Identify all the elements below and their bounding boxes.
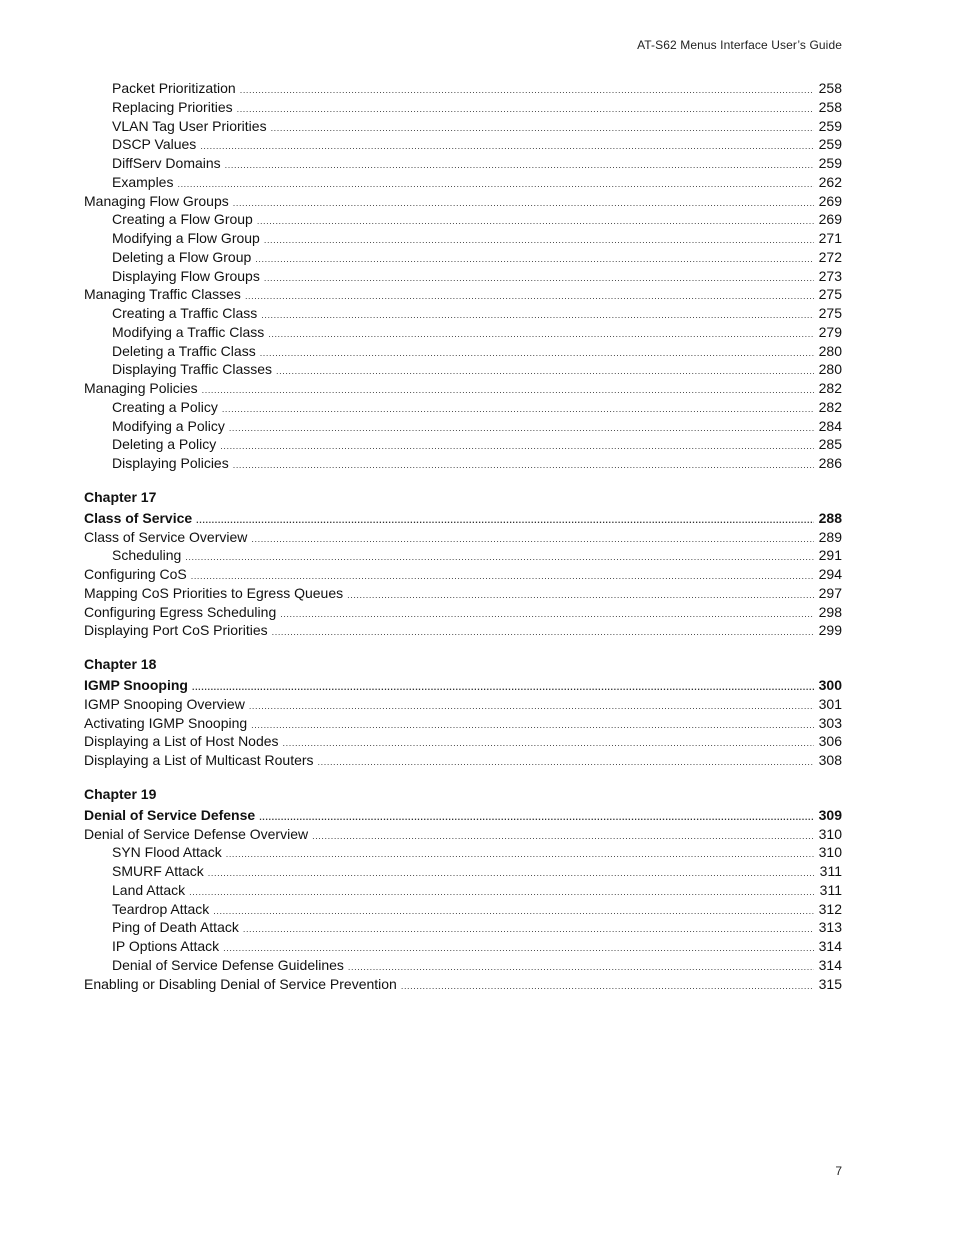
chapter-17-title-row[interactable] <box>84 509 842 528</box>
toc-entry-title: Managing Flow Groups <box>84 192 229 209</box>
page-number-footer: 7 <box>835 1164 842 1178</box>
toc-entry[interactable] <box>84 843 842 862</box>
dot-leader <box>259 808 814 827</box>
toc-entry-title: Packet Prioritization <box>112 80 236 96</box>
page-number: 298 <box>818 603 842 620</box>
toc-entry[interactable] <box>84 323 842 342</box>
chapter-18-label: Chapter 18 <box>84 656 157 672</box>
toc-entry-title: DSCP Values <box>112 136 197 153</box>
toc-entry-title: Replacing Priorities <box>112 98 233 115</box>
page-number: 272 <box>818 248 842 265</box>
toc-entry[interactable] <box>84 360 842 379</box>
toc-entry-title: VLAN Tag User Priorities <box>112 117 267 134</box>
dot-leader <box>222 400 814 419</box>
toc-entry-title: Displaying Traffic Classes <box>112 361 273 378</box>
toc-entry[interactable] <box>84 975 842 994</box>
toc-entry-title: IGMP Snooping Overview <box>84 695 245 712</box>
page-number: 259 <box>818 117 842 134</box>
page-number: 259 <box>818 155 842 171</box>
toc-entry[interactable] <box>84 621 842 640</box>
dot-leader <box>251 716 814 735</box>
dot-leader <box>264 269 814 288</box>
dot-leader <box>220 437 814 456</box>
toc-entry[interactable] <box>84 435 842 454</box>
dot-leader <box>237 100 814 119</box>
page-number: 291 <box>818 547 842 564</box>
page-number: 303 <box>818 714 842 731</box>
dot-leader <box>243 920 814 939</box>
dot-leader <box>200 137 814 156</box>
table-of-contents <box>84 79 842 993</box>
toc-entry-title: Creating a Policy <box>112 398 218 415</box>
chapter-17-label: Chapter 17 <box>84 488 157 505</box>
toc-entry-title: Land Attack <box>112 881 186 898</box>
page-number: 280 <box>818 342 842 359</box>
dot-leader <box>401 977 814 996</box>
toc-entry[interactable] <box>84 714 842 733</box>
dot-leader <box>249 697 814 716</box>
chapter-19-entries <box>84 825 842 994</box>
page-number: 315 <box>818 975 842 992</box>
page-number: 311 <box>819 881 842 898</box>
page-number: 289 <box>818 528 842 545</box>
dot-leader <box>255 250 814 269</box>
page-number: 311 <box>819 863 842 879</box>
toc-entry-title: Deleting a Policy <box>112 436 217 453</box>
chapter-19-title-row[interactable] <box>84 806 842 825</box>
page-number: 271 <box>818 230 842 246</box>
toc-entry-title: Deleting a Traffic Class <box>112 342 256 359</box>
toc-entry[interactable] <box>84 732 842 751</box>
toc-entry-title: SMURF Attack <box>112 863 204 879</box>
toc-entry-title: Displaying a List of Multicast Routers <box>84 752 314 768</box>
toc-entry-title: SYN Flood Attack <box>112 844 222 861</box>
page-number: 314 <box>818 938 842 954</box>
page-number: 308 <box>818 752 842 768</box>
toc-entry[interactable] <box>84 117 842 136</box>
toc-entry[interactable] <box>84 135 842 154</box>
dot-leader <box>213 902 814 921</box>
toc-entry[interactable] <box>84 398 842 417</box>
page-number: 288 <box>818 509 842 526</box>
toc-entry[interactable] <box>84 603 842 622</box>
page-number: 313 <box>818 919 842 936</box>
toc-entry[interactable] <box>84 584 842 603</box>
dot-leader <box>177 175 814 194</box>
page-number: 282 <box>818 398 842 415</box>
toc-entry[interactable] <box>84 454 842 473</box>
page-number: 269 <box>818 211 842 228</box>
page-number: 312 <box>818 900 842 917</box>
toc-entry-title: Mapping CoS Priorities to Egress Queues <box>84 584 344 601</box>
running-header: AT-S62 Menus Interface User’s Guide <box>637 38 842 52</box>
page-number: 297 <box>818 584 842 601</box>
page-number: 282 <box>818 380 842 396</box>
dot-leader <box>202 381 814 400</box>
page-number: 294 <box>818 566 842 582</box>
dot-leader <box>229 419 814 438</box>
toc-entry-title: Class of Service Overview <box>84 528 248 545</box>
toc-entry-title: Displaying Port CoS Priorities <box>84 622 268 639</box>
toc-entry[interactable] <box>84 379 842 398</box>
page-number: 309 <box>818 806 842 823</box>
toc-entry[interactable] <box>84 173 842 192</box>
toc-entry[interactable] <box>84 79 842 98</box>
chapter-title: IGMP Snooping <box>84 677 188 693</box>
toc-entry-title: Teardrop Attack <box>112 900 210 917</box>
toc-entry[interactable] <box>84 267 842 286</box>
dot-leader <box>283 734 814 753</box>
toc-entry-title: Modifying a Traffic Class <box>112 323 265 340</box>
toc-entry-title: IP Options Attack <box>112 938 220 954</box>
toc-entry[interactable] <box>84 881 842 900</box>
page-number: 300 <box>818 677 842 693</box>
toc-entry-title: Activating IGMP Snooping <box>84 714 248 731</box>
dot-leader <box>185 548 814 567</box>
page-number: 275 <box>818 286 842 303</box>
chapter-17-entries <box>84 528 842 641</box>
dot-leader <box>226 845 814 864</box>
toc-entry-title: Creating a Traffic Class <box>112 305 258 321</box>
toc-entry[interactable] <box>84 417 842 436</box>
toc-entry-title: Denial of Service Defense Guidelines <box>112 956 344 973</box>
toc-entry-title: Examples <box>112 173 174 190</box>
toc-entry[interactable] <box>84 937 842 956</box>
dot-leader <box>260 344 814 363</box>
page-number: 259 <box>818 136 842 153</box>
page-number: 310 <box>818 825 842 842</box>
dot-leader <box>189 883 814 902</box>
page-number: 286 <box>818 455 842 471</box>
toc-entry-title: Configuring Egress Scheduling <box>84 603 277 620</box>
toc-entry[interactable] <box>84 285 842 304</box>
dot-leader <box>261 306 814 325</box>
toc-entry-title: Deleting a Flow Group <box>112 248 252 265</box>
dot-leader <box>233 194 814 213</box>
dot-leader <box>208 864 814 883</box>
toc-entry[interactable] <box>84 154 842 173</box>
dot-leader <box>318 753 814 772</box>
toc-entry-title: Displaying Flow Groups <box>112 267 260 284</box>
toc-entry[interactable] <box>84 695 842 714</box>
toc-entry-title: Modifying a Flow Group <box>112 230 260 246</box>
toc-entry-title: Managing Policies <box>84 380 198 396</box>
toc-entry-title: Ping of Death Attack <box>112 919 239 936</box>
page-number: 273 <box>818 267 842 284</box>
toc-entry-title: Displaying a List of Host Nodes <box>84 733 279 750</box>
dot-leader <box>240 81 814 100</box>
chapter-title: Denial of Service Defense <box>84 806 256 823</box>
dot-leader <box>272 623 814 642</box>
page-number: 314 <box>818 956 842 973</box>
chapter-title: Class of Service <box>84 509 193 526</box>
toc-entry[interactable] <box>84 192 842 211</box>
toc-section-continued <box>84 79 842 473</box>
toc-entry-title: DiffServ Domains <box>112 155 221 171</box>
page-number: 299 <box>818 622 842 639</box>
toc-entry[interactable] <box>84 210 842 229</box>
page-number: 269 <box>818 192 842 209</box>
toc-entry-title: Modifying a Policy <box>112 417 225 434</box>
toc-entry[interactable] <box>84 956 842 975</box>
chapter-18-entries <box>84 695 842 770</box>
dot-leader <box>233 456 814 475</box>
toc-entry-title: Enabling or Disabling Denial of Service Prevention <box>84 975 397 992</box>
toc-entry[interactable] <box>84 98 842 117</box>
toc-entry[interactable] <box>84 229 842 248</box>
toc-entry[interactable] <box>84 862 842 881</box>
toc-entry[interactable] <box>84 342 842 361</box>
page-number: 262 <box>818 173 842 190</box>
toc-entry[interactable] <box>84 565 842 584</box>
dot-leader <box>347 586 814 605</box>
dot-leader <box>264 231 814 250</box>
dot-leader <box>225 156 814 175</box>
toc-entry-title: Displaying Policies <box>112 455 229 471</box>
page-number: 310 <box>818 844 842 861</box>
toc-entry[interactable] <box>84 918 842 937</box>
toc-entry[interactable] <box>84 900 842 919</box>
toc-entry[interactable] <box>84 546 842 565</box>
page-number: 301 <box>818 695 842 712</box>
toc-entry[interactable] <box>84 825 842 844</box>
dot-leader <box>271 119 814 138</box>
dot-leader <box>276 362 814 381</box>
dot-leader <box>257 212 814 231</box>
page-number: 258 <box>818 98 842 115</box>
toc-entry-title: Configuring CoS <box>84 566 187 582</box>
toc-entry-title: Denial of Service Defense Overview <box>84 825 309 842</box>
toc-entry-title: Creating a Flow Group <box>112 211 253 228</box>
page-number: 284 <box>818 417 842 434</box>
page-number: 275 <box>818 305 842 321</box>
dot-leader <box>280 605 814 624</box>
dot-leader <box>192 678 814 697</box>
dot-leader <box>348 958 814 977</box>
dot-leader <box>268 325 814 344</box>
page-number: 258 <box>818 80 842 96</box>
dot-leader <box>245 287 814 306</box>
chapter-18-title-row[interactable] <box>84 676 842 695</box>
toc-entry-title: Managing Traffic Classes <box>84 286 241 303</box>
toc-entry-title: Scheduling <box>112 547 182 564</box>
page-number: 285 <box>818 436 842 453</box>
toc-entry[interactable] <box>84 528 842 547</box>
dot-leader <box>196 511 814 530</box>
toc-entry[interactable] <box>84 304 842 323</box>
toc-entry[interactable] <box>84 751 842 770</box>
dot-leader <box>312 827 814 846</box>
page-number: 306 <box>818 733 842 750</box>
toc-entry[interactable] <box>84 248 842 267</box>
page-number: 280 <box>818 361 842 378</box>
dot-leader <box>251 530 814 549</box>
page-number: 279 <box>818 323 842 340</box>
chapter-19-label: Chapter 19 <box>84 785 157 802</box>
